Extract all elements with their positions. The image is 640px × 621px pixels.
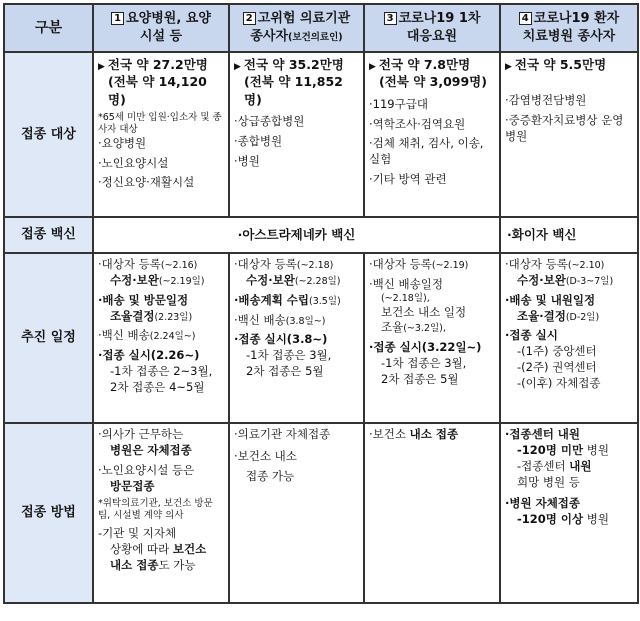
method-col-3: [364, 423, 500, 603]
schedule-4-l7: -(이후) 자체접종: [517, 376, 601, 391]
schedule-2-l1: ·대상자 등록(~2.18): [234, 257, 334, 271]
schedule-2-l6: -1차 접종은 3월,: [246, 348, 332, 363]
schedule-4-l5: -(1주) 중앙센터: [517, 344, 597, 359]
vaccine-pfizer: ·화이자 백신: [500, 217, 638, 253]
column-number-3: 3: [384, 12, 397, 25]
method-col-2: [229, 423, 364, 603]
vaccine-row: [4, 217, 638, 253]
header-col-2: [229, 4, 364, 52]
header-col-4-line1: 코로나19 환자: [533, 11, 620, 27]
column-number-1: 1: [111, 12, 124, 25]
header-row: [4, 4, 638, 52]
schedule-2-l4: ·백신 배송(3.8일~): [234, 312, 326, 327]
schedule-2-l5: ·접종 실시(3.8~): [234, 332, 328, 347]
vaccine-row-label: 접종 백신: [4, 217, 93, 253]
header-col-3-line1: 코로나19 1차: [398, 11, 481, 27]
target-1-note: *65세 미만 입원·입소자 및 종사자 대상: [98, 111, 222, 135]
schedule-col-1: [93, 253, 229, 423]
header-col-4-line2: 치료병원 종사자: [522, 29, 616, 44]
schedule-1-l2: 수정·보완(~2.19일): [110, 272, 205, 287]
method-4-l2: -120명 미만 병원: [517, 442, 609, 457]
schedule-1-l3b: 조율결정(2.23일): [110, 308, 193, 323]
vaccination-plan-table: [3, 3, 639, 604]
header-col-2-sub: (보건의료인): [288, 32, 343, 43]
schedule-4-l1: ·대상자 등록(~2.10): [505, 257, 605, 271]
method-1-l4: -기관 및 지자체: [98, 526, 177, 541]
method-4-l3: -접종센터 내원: [517, 458, 592, 473]
schedule-3-l6: -1차 접종은 3월,: [381, 356, 467, 371]
method-1-l2b: 방문접종: [110, 478, 155, 493]
schedule-1-l6: -1차 접종은 2~3월,: [110, 364, 213, 379]
target-col-2: [229, 52, 364, 217]
schedule-4-l2: 수정·보완(D-3~7일): [517, 272, 614, 287]
schedule-2-l2: 수정·보완(~2.28일): [246, 272, 341, 287]
target-2-item-2: ·종합병원: [234, 133, 283, 148]
schedule-col-3: [364, 253, 500, 423]
method-row-label: 접종 방법: [4, 423, 93, 603]
schedule-4-l4: ·접종 실시: [505, 328, 558, 343]
target-3-jeonbuk: (전북 약 3,099명): [379, 74, 487, 90]
target-4-item-1: ·감염병전담병원: [505, 93, 587, 108]
target-3-item-1: ·119구급대: [369, 96, 428, 111]
method-1-note: *위탁의료기관, 보건소 방문팀, 시설별 계약 의사: [98, 498, 213, 522]
schedule-4-l6: -(2주) 권역센터: [517, 360, 597, 375]
method-4-l1: ·접종센터 내원: [505, 427, 581, 441]
target-col-4: [500, 52, 638, 217]
header-col-1: [93, 4, 229, 52]
method-1-l2: ·노인요양시설 등은: [98, 462, 195, 477]
target-row-label: 접종 대상: [4, 52, 93, 217]
target-2-national: ▶ 전국 약 35.2만명: [234, 57, 344, 72]
schedule-3-l3: 보건소 내소 일정: [381, 304, 467, 319]
header-col-3-line2: 대응요원: [406, 29, 458, 44]
target-2-jeonbuk: (전북 약 11,852명): [244, 74, 343, 107]
schedule-2-l3: ·배송계획 수립(3.5일): [234, 292, 341, 307]
target-3-item-2: ·역학조사·검역요원: [369, 116, 466, 131]
target-row: [4, 52, 638, 217]
target-2-item-3: ·병원: [234, 153, 260, 168]
schedule-3-l3b: 조율(~3.2일),: [381, 320, 446, 335]
method-2-l3: 접종 가능: [246, 468, 295, 483]
target-1-item-3: ·정신요양·재활시설: [98, 175, 195, 190]
vaccination-plan-table-wrapper: [3, 3, 637, 618]
method-1-l4b: 상황에 따라 보건소: [110, 542, 207, 557]
schedule-col-4: [500, 253, 638, 423]
method-4-l4: ·병원 자체접종: [505, 496, 581, 511]
column-number-2: 2: [243, 12, 256, 25]
schedule-4-l3: ·배송 및 내원일정: [505, 292, 596, 307]
target-1-item-1: ·요양병원: [98, 135, 147, 150]
schedule-3-l2b: (~2.18일),: [381, 292, 430, 304]
schedule-2-l7: 2차 접종은 5월: [246, 364, 324, 379]
header-col-4: [500, 4, 638, 52]
header-col-2-line1: 고위험 의료기관: [257, 11, 351, 27]
schedule-3-l7: 2차 접종은 5월: [381, 372, 459, 387]
schedule-3-l1: ·대상자 등록(~2.19): [369, 257, 469, 271]
method-col-4: [500, 423, 638, 603]
method-2-l2: ·보건소 내소: [234, 448, 297, 463]
target-col-3: [364, 52, 500, 217]
schedule-4-l3b: 조율·결정(D-2일): [517, 308, 600, 323]
schedule-1-l4: ·백신 배송(2.24일~): [98, 328, 196, 343]
target-3-item-3: ·검체 채취, 검사, 이송, 실험: [369, 136, 484, 167]
schedule-1-l5: ·접종 실시(2.26~): [98, 348, 200, 363]
method-row: [4, 423, 638, 603]
method-1-l4c: 내소 접종도 가능: [110, 557, 196, 572]
schedule-3-l5: ·접종 실시(3.22일~): [369, 340, 482, 355]
method-4-l3b: 희망 병원 등: [517, 474, 580, 489]
schedule-row: [4, 253, 638, 423]
schedule-col-2: [229, 253, 364, 423]
header-col-1-line2: 시설 등: [139, 29, 183, 44]
target-4-item-2: ·중증환자치료병상 운영병원: [505, 113, 624, 144]
method-col-1: [93, 423, 229, 603]
method-1-l1: ·의사가 근무하는: [98, 427, 184, 441]
target-col-1: [93, 52, 229, 217]
column-number-4: 4: [519, 12, 532, 25]
target-4-national: ▶ 전국 약 5.5만명: [505, 57, 607, 72]
target-3-national: ▶ 전국 약 7.8만명: [369, 57, 471, 72]
schedule-row-label: 추진 일정: [4, 253, 93, 423]
vaccine-astrazeneca: ·아스트라제네카 백신: [93, 217, 500, 253]
target-1-national: ▶ 전국 약 27.2만명: [98, 57, 208, 72]
target-2-item-1: ·상급종합병원: [234, 113, 305, 128]
method-2-l1: ·의료기관 자체접종: [234, 427, 331, 441]
method-3-l1: ·보건소 내소 접종: [369, 427, 459, 441]
target-1-item-2: ·노인요양시설: [98, 155, 169, 170]
method-4-l5: -120명 이상 병원: [517, 512, 609, 527]
target-3-item-4: ·기타 방역 관련: [369, 172, 447, 187]
header-col-3: [364, 4, 500, 52]
header-col-1-line1: 요양병원, 요양: [126, 11, 211, 27]
schedule-3-l2: ·백신 배송일정: [369, 276, 443, 291]
header-corner: 구분: [4, 4, 93, 52]
schedule-1-l7: 2차 접종은 4~5월: [110, 380, 205, 395]
header-col-2-line2: 종사자: [250, 29, 289, 44]
schedule-1-l1: ·대상자 등록(~2.16): [98, 257, 198, 271]
schedule-1-l3: ·배송 및 방문일정: [98, 292, 189, 307]
method-1-l1b: 병원은 자체접종: [110, 442, 192, 457]
target-1-jeonbuk: (전북 약 14,120명): [108, 74, 207, 107]
